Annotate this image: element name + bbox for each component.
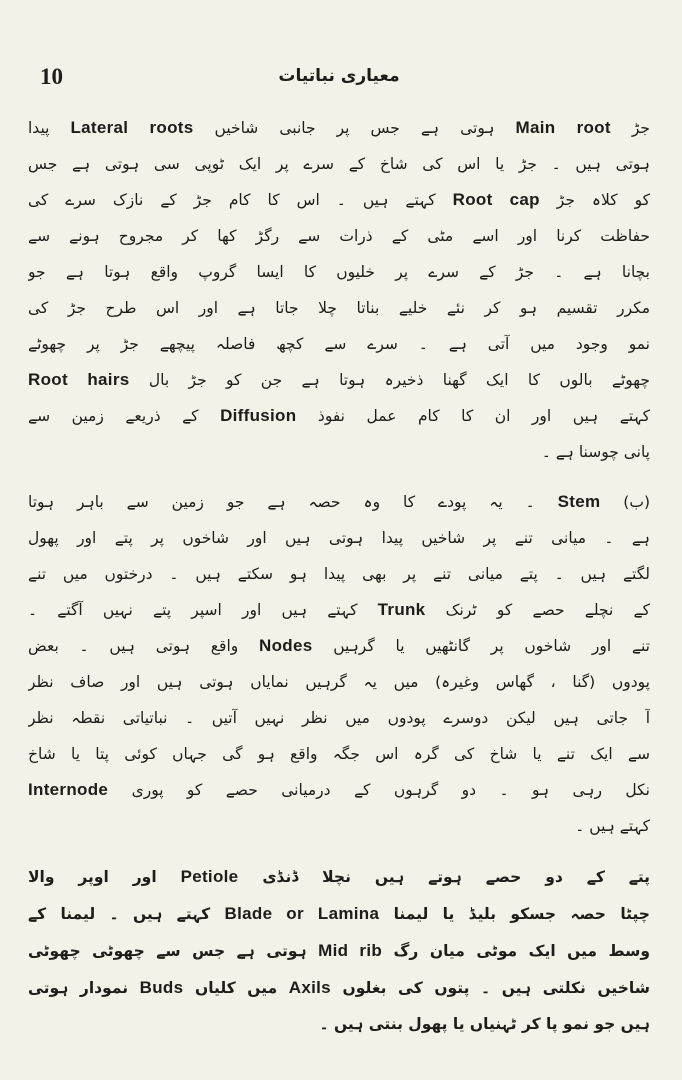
paragraph-leaf [28,858,650,1043]
text-line: ہوتی ہیں ۔ جڑ یا اس کی شاخ کے سرے پر ایک ٹوپی سی ہوتی ہے جس [28,155,650,173]
text-line: سے ایک تنے یا شاخ کی گرہ اس جگہ واقع ہو گی جہاں کوئی پتا یا شاخ [28,745,650,763]
text-line: کے نچلے حصے کو ٹرنک Trunk کہتے ہیں اور اسپر پتے نہیں آگتے ۔ [28,600,650,619]
text-line: (ب) Stem ۔ یہ پودے کا وہ حصہ ہے جو زمین سے باہر ہوتا [28,492,650,511]
text-line: نکل رہی ہو ۔ دو گرہوں کے درمیانی حصے کو پوری Internode [28,780,650,799]
text-line: چھوٹے بالوں کا ایک گھنا ذخیرہ ہوتا ہے جن کو جڑ بال Root hairs [28,370,650,389]
paragraph-root [28,110,650,470]
text-line: پودوں (گنا ، گھاس وغیرہ) میں یہ گرہیں نمایاں ہوتی ہیں اور صاف نظر [28,673,650,691]
text-line: کہتے ہیں ۔ [575,817,650,835]
text-line: ہیں جو نمو پا کر ٹہنیاں یا پھول بنتی ہیں ۔ [319,1015,650,1033]
text-line: کو کلاہ جڑ Root cap کہتے ہیں ۔ اس کا کام جڑ کے نازک سرے کی [28,190,650,209]
text-line: وسط میں ایک موٹی میان رگ Mid rib ہوتی ہے جس سے چھوٹی چھوٹی [28,941,650,960]
text-line: شاخیں نکلتی ہیں ۔ پتوں کی بغلوں Axils میں کلیاں Buds نمودار ہوتی [28,978,650,997]
text-line: لگتے ہیں ۔ پتے میانی تنے پر بھی پیدا ہو سکتے ہیں ۔ درختوں میں تنے [28,565,650,583]
text-line: پتے کے دو حصے ہوتے ہیں نچلا ڈنڈی Petiole اور اوپر والا [28,867,650,886]
text-line: حفاظت کرنا اور اسے مٹی کے ذرات سے رگڑ کھا کر مجروح ہونے سے [28,227,650,245]
text-line: تنے اور شاخوں پر گانٹھیں یا گرہیں Nodes واقع ہوتی ہیں ۔ بعض [28,636,650,655]
page-number: 10 [40,64,63,89]
text-line: ہے ۔ میانی تنے پر شاخیں پیدا ہوتی ہیں اور شاخوں پر پتے اور پھول [28,529,650,547]
text-line: مکرر تقسیم ہو کر نئے خلیے بناتا چلا جاتا ہے اور اس طرح جڑ کی [28,299,650,317]
paragraph-stem [28,484,650,844]
page-body [28,110,650,1043]
text-line: نمو وجود میں آتی ہے ۔ سرے سے کچھ فاصلہ پیچھے جڑ پر چھوٹے [28,335,650,353]
text-line: کہتے ہیں اور ان کا کام عمل نفوذ Diffusion کے ذریعے زمین سے [28,406,650,425]
running-head: معیاری نباتیات [278,66,400,86]
text-line: بچانا ہے ۔ جڑ کے سرے پر خلیوں کا ایسا گروپ واقع ہوتا ہے جو [28,263,650,281]
text-line: چپٹا حصہ جسکو بلیڈ یا لیمنا Blade or Lamina کہتے ہیں ۔ لیمنا کے [28,904,650,923]
text-line: پانی چوسنا ہے ۔ [541,443,650,461]
text-line: آ جاتی ہیں لیکن دوسرے پودوں میں نظر نہیں آتیں ۔ نباتیاتی نقطہ نظر [28,709,650,727]
page-header [28,64,650,100]
text-line: جڑ Main root ہوتی ہے جس پر جانبی شاخیں Lateral roots پیدا [28,118,650,137]
